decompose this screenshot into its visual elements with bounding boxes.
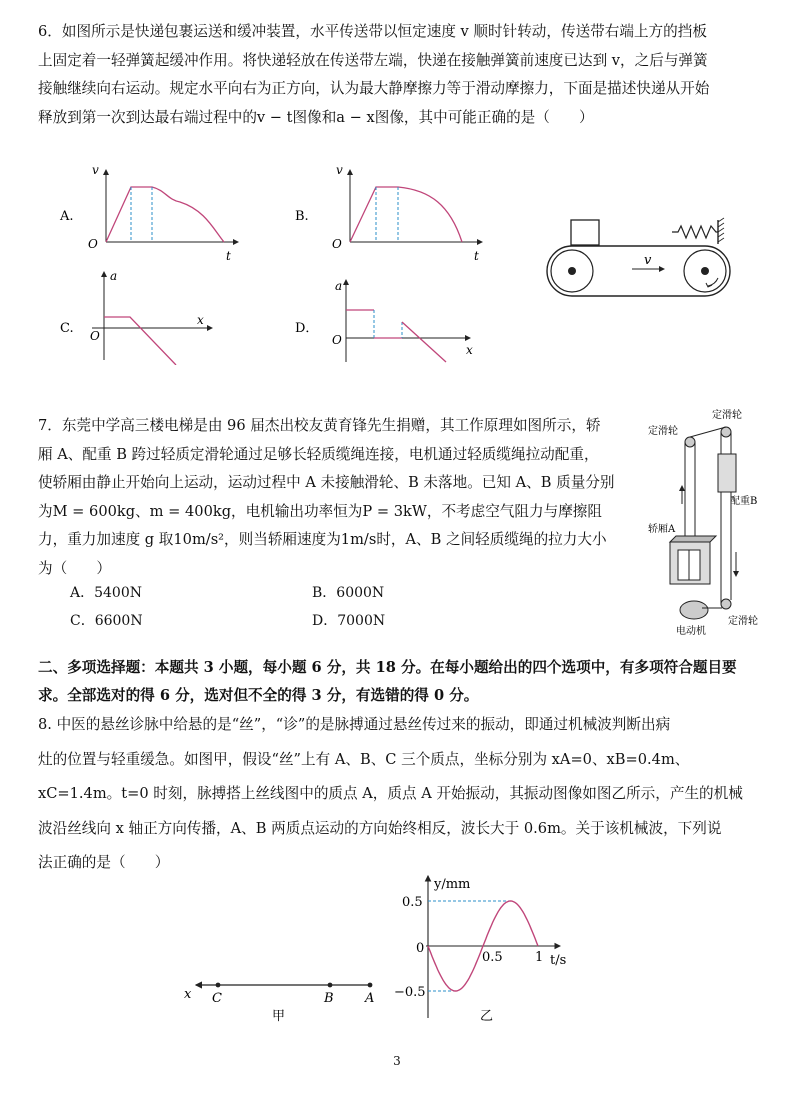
- q6-line-1: 6．如图所示是快递包裹运送和缓冲装置，水平传送带以恒定速度 v 顺时针转动，传送带右端上方的挡板: [38, 23, 707, 40]
- option-d-curve: [402, 322, 446, 362]
- q7-option-a[interactable]: A．5400N: [70, 585, 142, 601]
- option-d-origin: O: [332, 333, 342, 347]
- option-d-xlabel: x: [466, 343, 473, 357]
- q7-line-1: 7．东莞中学高三楼电梯是由 96 届杰出校友黄育锋先生捐赠，其工作原理如图所示，轿: [38, 417, 601, 434]
- option-a-ylabel: v: [92, 163, 99, 177]
- question-7-text: [38, 412, 638, 583]
- q7-option-c[interactable]: C．6600N: [70, 613, 143, 629]
- option-a-curve: [106, 187, 224, 242]
- q7-line-6: 为（ ）: [38, 559, 111, 577]
- pulley-top: [721, 427, 731, 437]
- yi-xlabel: t/s: [550, 953, 567, 968]
- q8-line-3: xC=1.4m。t=0 时刻，脉搏搭上丝线图中的质点 A，质点 A 开始振动，其振动图像如图乙所示，产生的机械: [38, 785, 743, 802]
- figure-jia: [176, 976, 386, 1026]
- option-d-label: D．: [295, 321, 319, 336]
- option-a-origin: O: [88, 237, 98, 251]
- graph-option-a: [59, 163, 238, 263]
- option-b-origin: O: [332, 237, 342, 251]
- belt-speed-label: v: [644, 253, 652, 268]
- option-b-ylabel: v: [336, 163, 343, 177]
- q8-line-1: 8. 中医的悬丝诊脉中给悬的是“丝”，“诊”的是脉搏通过悬丝传过来的振动，即通过机械波判断出病: [38, 716, 671, 733]
- option-b-xlabel: t: [474, 249, 479, 263]
- jia-point-a: A: [365, 991, 375, 1006]
- option-c-ylabel: a: [110, 269, 118, 283]
- graph-option-b: [295, 163, 482, 263]
- question-6-text: [38, 18, 758, 132]
- jia-point-c: C: [212, 991, 222, 1006]
- section-2-line-2: 求。全部选对的得 6 分，选对但不全的得 3 分，有选错的得 0 分。: [38, 687, 479, 704]
- section-2-header: [38, 654, 758, 710]
- page-number: 3: [393, 1054, 401, 1068]
- conveyor-figure: [540, 212, 740, 302]
- fixed-pulley-label-top: 定滑轮: [712, 410, 742, 421]
- pulley-bottom: [721, 599, 731, 609]
- q7-line-3: 使轿厢由静止开始向上运动，运动过程中 A 未接触滑轮、B 未落地。已知 A、B 质量分别: [38, 474, 615, 491]
- option-c-label: C.: [60, 321, 74, 336]
- q7-line-5: 力，重力加速度 g 取10m/s²，则当轿厢速度为1m/s时，A、B 之间轻质缆绳的拉力大小: [38, 531, 607, 548]
- counterweight-label: 配重B: [730, 496, 758, 507]
- fixed-pulley-label-bottom: 定滑轮: [728, 616, 758, 627]
- graph-option-c: [60, 269, 212, 365]
- q7-line-2: 厢 A、配重 B 跨过轻质定滑轮通过足够长轻质缆绳连接，电机通过轻质缆绳拉动配重，: [38, 445, 599, 463]
- q8-line-4: 波沿丝线向 x 轴正方向传播，A、B 两质点运动的方向始终相反，波长大于 0.6m。关于该机械波，下列说: [38, 819, 722, 837]
- q8-line-2: 灶的位置与轻重缓急。如图甲，假设“丝”上有 A、B、C 三个质点，坐标分别为 xA=0、xB=0.4m、: [38, 750, 690, 768]
- yi-ylabel: y/mm: [434, 877, 471, 892]
- q8-line-5: 法正确的是（ ）: [38, 854, 170, 871]
- q6-line-2: 上固定着一轻弹簧起缓冲作用。将快递轻放在传送带左端，快递在接触弹簧前速度已达到 v，之后与弹簧: [38, 51, 708, 69]
- q6-line-4: 释放到第一次到达最右端过程中的v − t图像和a − x图像，其中可能正确的是（ ）: [38, 108, 594, 126]
- pulley-left: [685, 437, 695, 447]
- q7-line-4: 为M = 600kg、m = 400kg，电机输出功率恒为P = 3kW，不考虑空气阻力与摩擦阻: [38, 502, 602, 520]
- yi-caption: 乙: [480, 1009, 494, 1024]
- motor-label: 电动机: [676, 626, 706, 637]
- q7-option-d[interactable]: D．7000N: [312, 613, 386, 629]
- yi-xtick-half: 0.5: [482, 950, 503, 965]
- yi-ytick-top: 0.5: [402, 895, 423, 910]
- option-c-xlabel: x: [197, 313, 204, 327]
- counterweight-b: [718, 454, 736, 492]
- q7-option-b[interactable]: B．6000N: [312, 585, 385, 601]
- option-c-curve: [104, 317, 176, 365]
- question-8-text: [38, 708, 758, 881]
- yi-ytick-bottom: −0.5: [394, 985, 426, 1000]
- fixed-pulley-label-left: 定滑轮: [648, 426, 678, 437]
- yi-ytick-zero: 0: [416, 941, 425, 956]
- option-a-xlabel: t: [226, 249, 231, 263]
- q6-line-3: 接触继续向右运动。规定水平向右为正方向，认为最大静摩擦力等于滑动摩擦力，下面是描述快递从开始: [38, 80, 710, 97]
- jia-caption: 甲: [272, 1009, 286, 1024]
- option-b-label: B.: [295, 209, 309, 224]
- jia-point-b: B: [324, 991, 334, 1006]
- elevator-figure: [636, 404, 776, 644]
- motor: [680, 601, 708, 619]
- figure-yi-chart: [390, 868, 580, 1028]
- option-c-origin: O: [90, 329, 100, 343]
- package-box: [571, 220, 599, 245]
- car-label: 轿厢A: [648, 524, 676, 535]
- graph-option-d: [295, 279, 473, 362]
- section-2-line-1: 二、多项选择题：本题共 3 小题，每小题 6 分，共 18 分。在每小题给出的四个选项中，有多项符合题目要: [38, 659, 737, 676]
- jia-x-label: x: [184, 987, 192, 1002]
- spring: [672, 226, 718, 238]
- option-b-curve: [350, 187, 462, 242]
- yi-xtick-one: 1: [535, 950, 544, 965]
- option-a-label: A.: [60, 209, 74, 224]
- option-d-ylabel: a: [335, 279, 343, 293]
